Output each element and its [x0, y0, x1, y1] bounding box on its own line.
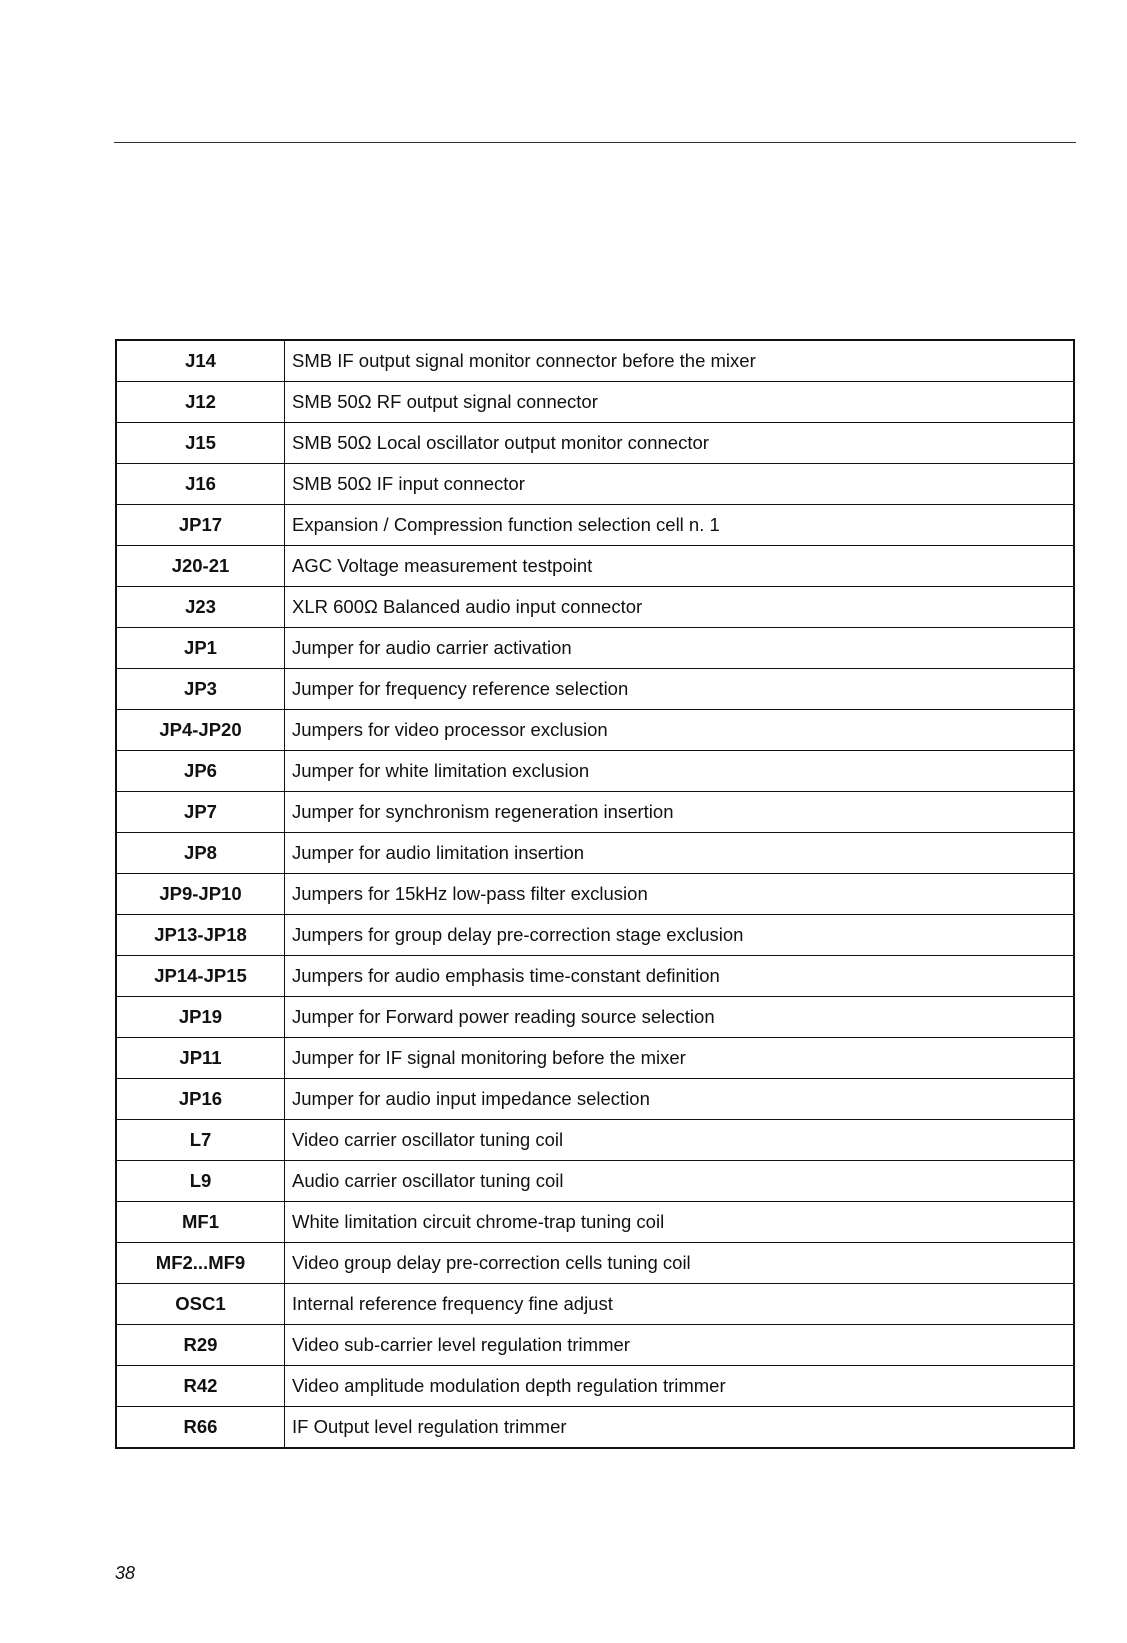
component-description-cell: Jumpers for group delay pre-correction stage exclusion [285, 915, 1075, 956]
component-code-cell: JP13-JP18 [116, 915, 285, 956]
component-description-cell: SMB 50Ω IF input connector [285, 464, 1075, 505]
table-row [116, 340, 1074, 382]
component-description-cell: SMB 50Ω Local oscillator output monitor connector [285, 423, 1075, 464]
table-row [116, 1407, 1074, 1449]
table-row [116, 1202, 1074, 1243]
component-description-cell: SMB IF output signal monitor connector before the mixer [285, 340, 1075, 382]
component-description-cell: Video carrier oscillator tuning coil [285, 1120, 1075, 1161]
component-code-cell: MF1 [116, 1202, 285, 1243]
page-number: 38 [115, 1563, 136, 1583]
component-description-cell: Jumper for frequency reference selection [285, 669, 1075, 710]
component-code-cell: J20-21 [116, 546, 285, 587]
component-code-cell: R66 [116, 1407, 285, 1449]
component-description-cell: Jumper for IF signal monitoring before the mixer [285, 1038, 1075, 1079]
table-row [116, 546, 1074, 587]
component-code-cell: J15 [116, 423, 285, 464]
component-code-cell: R42 [116, 1366, 285, 1407]
component-code-cell: JP17 [116, 505, 285, 546]
component-description-cell: XLR 600Ω Balanced audio input connector [285, 587, 1075, 628]
component-code-cell: J14 [116, 340, 285, 382]
component-code-cell: JP6 [116, 751, 285, 792]
table-row [116, 587, 1074, 628]
component-code-cell: L7 [116, 1120, 285, 1161]
table-row [116, 1079, 1074, 1120]
table-row [116, 1038, 1074, 1079]
table-body [116, 340, 1074, 1448]
table-row [116, 956, 1074, 997]
table-row [116, 710, 1074, 751]
component-code-cell: JP1 [116, 628, 285, 669]
component-code-cell: JP7 [116, 792, 285, 833]
table-row [116, 1161, 1074, 1202]
table-row [116, 997, 1074, 1038]
component-code-cell: J12 [116, 382, 285, 423]
table-row [116, 1366, 1074, 1407]
table-row [116, 1325, 1074, 1366]
component-description-cell: Jumpers for video processor exclusion [285, 710, 1075, 751]
component-description-cell: SMB 50Ω RF output signal connector [285, 382, 1075, 423]
component-code-cell: J16 [116, 464, 285, 505]
component-code-cell: JP11 [116, 1038, 285, 1079]
component-description-cell: Video group delay pre-correction cells tuning coil [285, 1243, 1075, 1284]
table-row [116, 382, 1074, 423]
table-row [116, 669, 1074, 710]
component-code-cell: J23 [116, 587, 285, 628]
component-description-cell: Jumper for Forward power reading source selection [285, 997, 1075, 1038]
table-row [116, 464, 1074, 505]
table-row [116, 833, 1074, 874]
component-code-cell: JP9-JP10 [116, 874, 285, 915]
component-code-cell: JP3 [116, 669, 285, 710]
component-description-cell: Expansion / Compression function selection cell n. 1 [285, 505, 1075, 546]
component-description-cell: Jumper for audio limitation insertion [285, 833, 1075, 874]
header-divider [114, 142, 1076, 143]
component-code-cell: L9 [116, 1161, 285, 1202]
component-description-cell: Jumpers for 15kHz low-pass filter exclusion [285, 874, 1075, 915]
table-row [116, 505, 1074, 546]
component-description-cell: IF Output level regulation trimmer [285, 1407, 1075, 1449]
component-description-cell: Jumper for audio input impedance selection [285, 1079, 1075, 1120]
component-code-cell: R29 [116, 1325, 285, 1366]
component-code-cell: JP14-JP15 [116, 956, 285, 997]
component-description-cell: Video amplitude modulation depth regulation trimmer [285, 1366, 1075, 1407]
component-code-cell: MF2...MF9 [116, 1243, 285, 1284]
table-row [116, 423, 1074, 464]
table-row [116, 792, 1074, 833]
component-description-cell: Jumper for white limitation exclusion [285, 751, 1075, 792]
table-row [116, 1284, 1074, 1325]
component-code-cell: JP4-JP20 [116, 710, 285, 751]
component-description-cell: AGC Voltage measurement testpoint [285, 546, 1075, 587]
component-description-cell: White limitation circuit chrome-trap tuning coil [285, 1202, 1075, 1243]
component-code-cell: OSC1 [116, 1284, 285, 1325]
component-description-cell: Jumpers for audio emphasis time-constant definition [285, 956, 1075, 997]
component-code-cell: JP16 [116, 1079, 285, 1120]
table-row [116, 628, 1074, 669]
component-description-cell: Jumper for synchronism regeneration insertion [285, 792, 1075, 833]
table-row [116, 1243, 1074, 1284]
component-description-cell: Audio carrier oscillator tuning coil [285, 1161, 1075, 1202]
table-row [116, 874, 1074, 915]
component-description-cell: Jumper for audio carrier activation [285, 628, 1075, 669]
table-row [116, 1120, 1074, 1161]
component-code-cell: JP19 [116, 997, 285, 1038]
component-code-cell: JP8 [116, 833, 285, 874]
component-description-cell: Internal reference frequency fine adjust [285, 1284, 1075, 1325]
component-reference-table [115, 339, 1075, 1449]
table-row [116, 751, 1074, 792]
component-description-cell: Video sub-carrier level regulation trimmer [285, 1325, 1075, 1366]
table-row [116, 915, 1074, 956]
